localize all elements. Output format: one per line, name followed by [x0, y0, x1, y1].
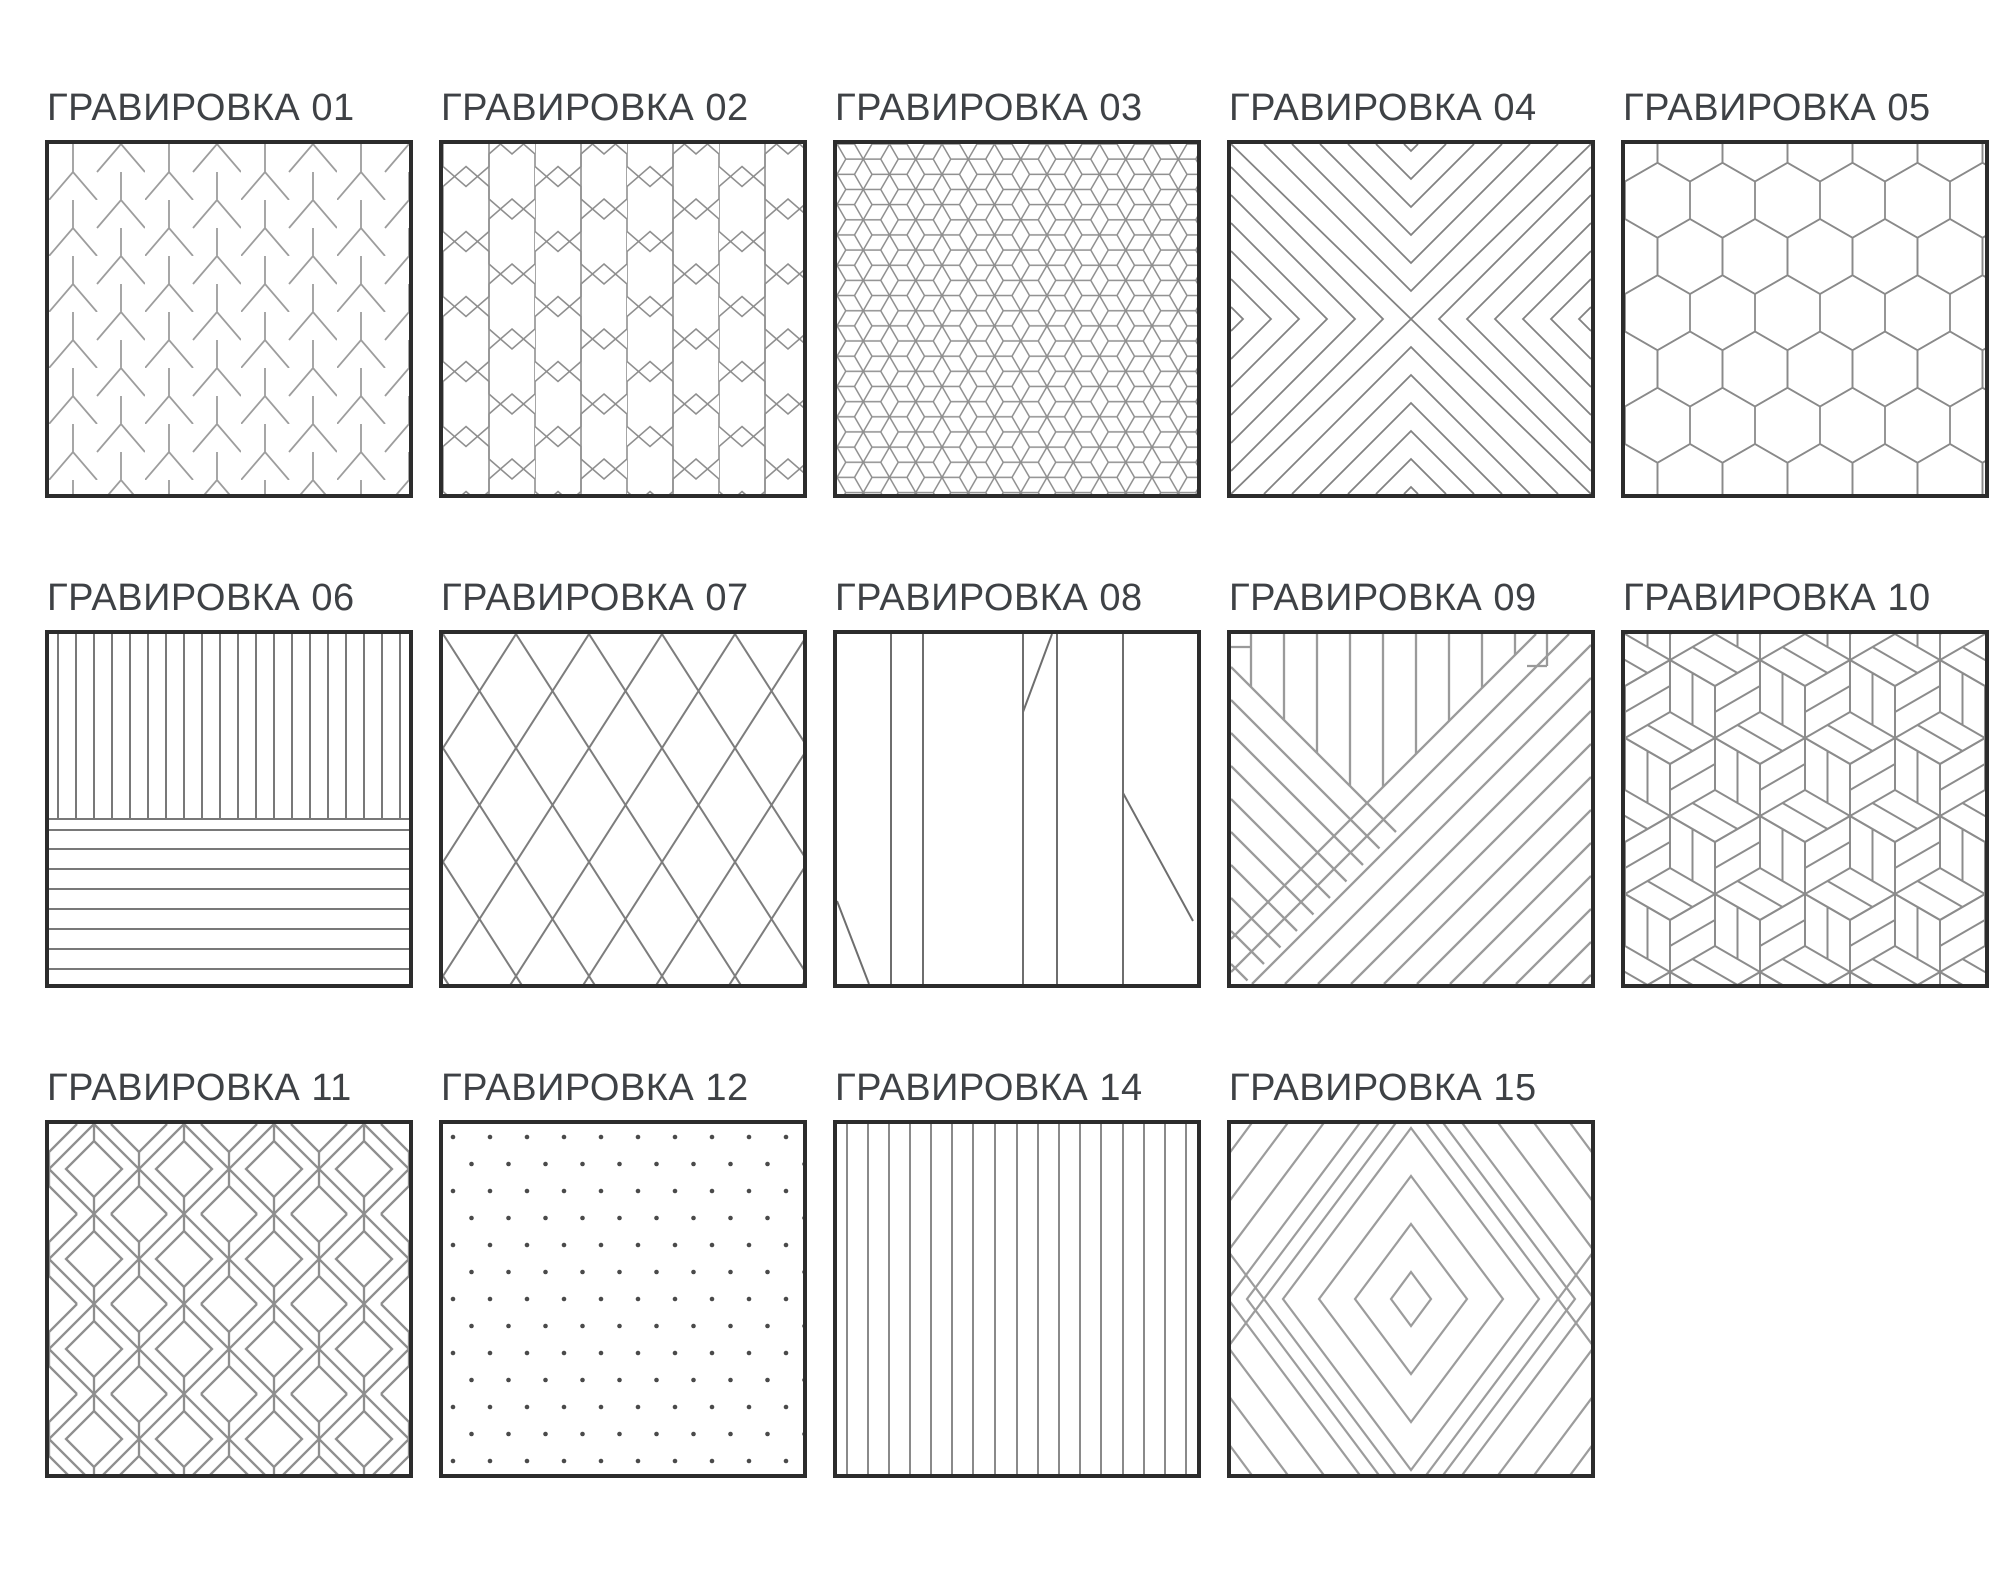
engraving-cell-15 — [1227, 1066, 1595, 1478]
pattern-art-01 — [49, 144, 409, 494]
pattern-tile-10[interactable] — [1621, 630, 1989, 988]
pattern-title-05: ГРАВИРОВКА 05 — [1623, 87, 1931, 129]
pattern-art-02 — [443, 144, 803, 494]
pattern-title-11: ГРАВИРОВКА 11 — [47, 1067, 352, 1109]
engraving-cell-06 — [45, 576, 413, 988]
pattern-title-08: ГРАВИРОВКА 08 — [835, 577, 1143, 619]
pattern-title-03: ГРАВИРОВКА 03 — [835, 87, 1143, 129]
pattern-title-15: ГРАВИРОВКА 15 — [1229, 1067, 1537, 1109]
pattern-title-09: ГРАВИРОВКА 09 — [1229, 577, 1537, 619]
pattern-tile-12[interactable] — [439, 1120, 807, 1478]
pattern-art-07 — [443, 634, 803, 984]
pattern-tile-05[interactable] — [1621, 140, 1989, 498]
pattern-title-06: ГРАВИРОВКА 06 — [47, 577, 355, 619]
engraving-cell-14 — [833, 1066, 1201, 1478]
pattern-tile-15[interactable] — [1227, 1120, 1595, 1478]
pattern-tile-11[interactable] — [45, 1120, 413, 1478]
pattern-tile-01[interactable] — [45, 140, 413, 498]
pattern-art-05 — [1625, 144, 1985, 494]
pattern-art-06 — [49, 634, 409, 984]
pattern-title-04: ГРАВИРОВКА 04 — [1229, 87, 1537, 129]
engraving-cell-09 — [1227, 576, 1595, 988]
engraving-cell-02 — [439, 86, 807, 498]
pattern-art-10 — [1625, 634, 1985, 984]
pattern-title-12: ГРАВИРОВКА 12 — [441, 1067, 749, 1109]
pattern-tile-08[interactable] — [833, 630, 1201, 988]
pattern-art-12 — [443, 1124, 803, 1474]
pattern-art-14 — [837, 1124, 1197, 1474]
engraving-cell-01 — [45, 86, 413, 498]
engraving-cell-08 — [833, 576, 1201, 988]
pattern-tile-06[interactable] — [45, 630, 413, 988]
pattern-art-09 — [1231, 634, 1591, 984]
engraving-cell-07 — [439, 576, 807, 988]
pattern-tile-09[interactable] — [1227, 630, 1595, 988]
pattern-title-01: ГРАВИРОВКА 01 — [47, 87, 355, 129]
engraving-cell-12 — [439, 1066, 807, 1478]
pattern-art-11 — [49, 1124, 409, 1474]
engraving-cell-05 — [1621, 86, 1989, 498]
pattern-title-02: ГРАВИРОВКА 02 — [441, 87, 749, 129]
pattern-tile-14[interactable] — [833, 1120, 1201, 1478]
engraving-cell-11 — [45, 1066, 413, 1478]
pattern-art-08 — [837, 634, 1197, 984]
pattern-art-03 — [837, 144, 1197, 494]
pattern-art-04 — [1231, 144, 1591, 494]
engraving-cell-04 — [1227, 86, 1595, 498]
pattern-tile-03[interactable] — [833, 140, 1201, 498]
pattern-tile-02[interactable] — [439, 140, 807, 498]
pattern-title-07: ГРАВИРОВКА 07 — [441, 577, 749, 619]
engraving-cell-03 — [833, 86, 1201, 498]
pattern-art-15 — [1231, 1124, 1591, 1474]
engraving-cell-10 — [1621, 576, 1989, 988]
pattern-tile-07[interactable] — [439, 630, 807, 988]
pattern-title-14: ГРАВИРОВКА 14 — [835, 1067, 1143, 1109]
pattern-title-10: ГРАВИРОВКА 10 — [1623, 577, 1931, 619]
pattern-tile-04[interactable] — [1227, 140, 1595, 498]
